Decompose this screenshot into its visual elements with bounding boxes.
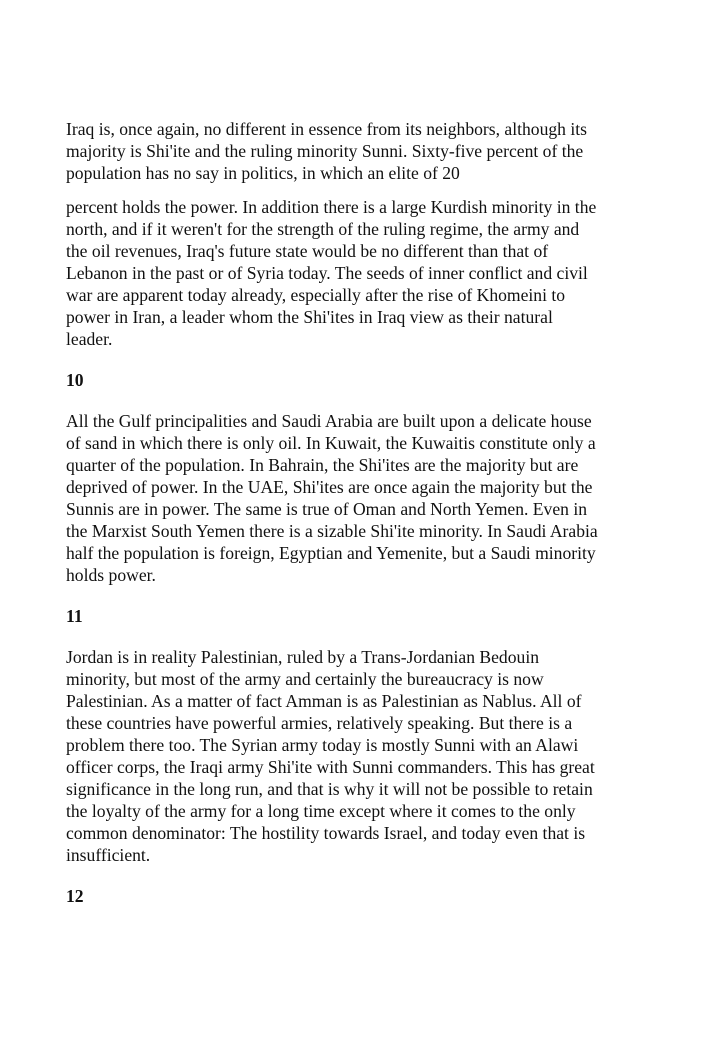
section-number-11: 11	[66, 606, 83, 626]
paragraph-gulf: All the Gulf principalities and Saudi Arabia are built upon a delicate house of sand in which there is only oil. In Kuwait, the Kuwaitis constitute only a quarter of the population. In Bahrain, the Shi'ites are the majority but are deprived of power. In the UAE, Shi'ites are once again the majority but the Sunnis are in power. The same is true of Oman and North Yemen. Even in the Marxist South Yemen there is a sizable Shi'ite minority. In Saudi Arabia half the population is foreign, Egyptian and Yemenite, but a Saudi minority holds power.	[66, 411, 598, 585]
section-number-10: 10	[66, 370, 84, 390]
document-page	[66, 118, 656, 907]
paragraph-iraq-continued: percent holds the power. In addition there is a large Kurdish minority in the north, and if it weren't for the strength of the ruling regime, the army and the oil revenues, Iraq's future state would be no different than that of Lebanon in the past or of Syria today. The seeds of inner conflict and civil war are apparent today already, especially after the rise of Khomeini to power in Iran, a leader whom the Shi'ites in Iraq view as their natural leader.	[66, 197, 597, 349]
paragraph-jordan: Jordan is in reality Palestinian, ruled by a Trans-Jordanian Bedouin minority, but most of the army and certainly the bureaucracy is now Palestinian. As a matter of fact Amman is as Palestinian as Nablus. All of these countries have powerful armies, relatively speaking. But there is a problem there too. The Syrian army today is mostly Sunni with an Alawi officer corps, the Iraqi army Shi'ite with Sunni commanders. This has great significance in the long run, and that is why it will not be possible to retain the loyalty of the army for a long time except where it comes to the only common denominator: The hostility towards Israel, and today even that is insufficient.	[66, 647, 595, 865]
section-number-12: 12	[66, 886, 84, 906]
paragraph-iraq-intro: Iraq is, once again, no different in essence from its neighbors, although its majority is Shi'ite and the ruling minority Sunni. Sixty-five percent of the population has no say in politics, in which an elite of 20	[66, 119, 587, 183]
